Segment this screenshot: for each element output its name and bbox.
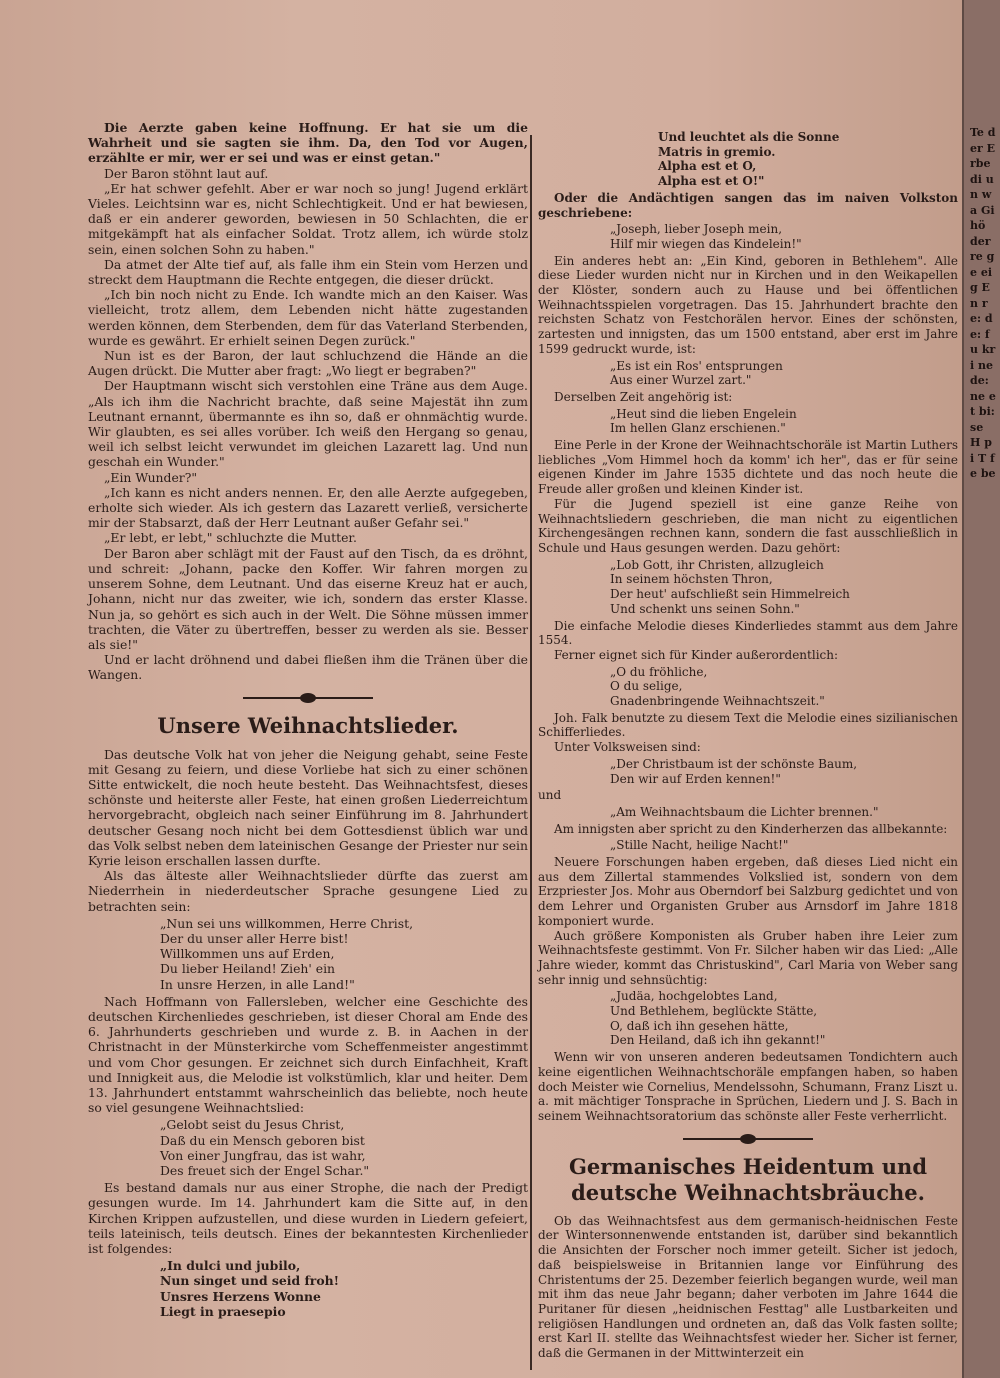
verse-block	[88, 1117, 528, 1178]
article-paragraph: Joh. Falk benutzte zu diesem Text die Melodie eines sizilianischen Schifferliedes.	[538, 710, 958, 740]
verse-block	[538, 359, 958, 388]
story-paragraph: Und er lacht dröhnend und dabei fließen ihm die Tränen über die Wangen.	[88, 652, 528, 683]
ornament-divider	[243, 693, 373, 703]
verse-line: Alpha est et O,	[658, 159, 757, 174]
verse-line: „Es ist ein Ros' entsprungen	[610, 358, 783, 373]
verse-line: „Gelobt seist du Jesus Christ,	[160, 1117, 345, 1133]
article-paragraph: Es bestand damals nur aus einer Strophe, die nach der Predigt gesungen wurde. Im 14. Jahrhundert kam die Sitte auf, in den Kirchen Krippen aufzustellen, und diese wurden in Liedern gefeiert, teils lateinisch, teils deutsch. Eines der bekanntesten Kirchenlieder ist folgendes:	[88, 1180, 528, 1257]
verse-block	[538, 558, 958, 617]
verse-line: Hilf mir wiegen das Kindelein!"	[610, 236, 802, 251]
column-rule	[530, 135, 532, 1370]
verse-line: Und schenkt uns seinen Sohn."	[610, 601, 800, 616]
adjacent-page-edge	[962, 0, 1000, 1378]
verse-line: Daß du ein Mensch geboren bist	[160, 1132, 365, 1148]
verse-line: Und Bethlehem, beglückte Stätte,	[610, 1004, 818, 1019]
verse-line: „Der Christbaum ist der schönste Baum,	[610, 756, 858, 771]
verse-line: O, daß ich ihn gesehen hätte,	[610, 1018, 789, 1033]
verse-block	[88, 1258, 528, 1319]
verse-line: „Stille Nacht, heilige Nacht!"	[610, 838, 789, 853]
verse-line: Unsres Herzens Wonne	[160, 1288, 321, 1304]
verse-block	[538, 222, 958, 251]
verse-block	[538, 989, 958, 1048]
verse-line: „In dulci und jubilo,	[160, 1258, 301, 1274]
verse-line: Liegt in praesepio	[160, 1303, 286, 1319]
verse-block	[88, 916, 528, 992]
verse-line: In unsre Herzen, in alle Land!"	[160, 976, 355, 992]
verse-line: „Heut sind die lieben Engelein	[610, 406, 797, 421]
story-paragraph: „Er hat schwer gefehlt. Aber er war noch so jung! Jugend erklärt Vieles. Leichtsinn war es, nicht Schlechtigkeit. Und er hat bewiesen, daß er ein anderer geworden, bewiesen in 50 Schlachten, die er mitgekämpft hat als einfacher Soldat. Trotz allem, ich würde stolz sein, einen solchen Sohn zu haben."	[88, 180, 528, 257]
article-heading: Germanisches Heidentum und deutsche Weihnachtsbräuche.	[568, 1153, 927, 1205]
verse-line: Willkommen uns auf Erden,	[160, 946, 335, 962]
verse-line: „Nun sei uns willkommen, Herre Christ,	[160, 915, 414, 931]
article-heading: Unsere Weihnachtslieder.	[157, 712, 459, 738]
article-paragraph: Ob das Weihnachtsfest aus dem germanisch-heidnischen Feste der Wintersonnenwende entstanden ist, darüber sind bekanntlich die Ansichten der Forscher noch immer geteilt. Sicher ist jedoch, daß beispielsweise in Britannien lange vor Einführung des Christentums der 25. Dezember feierlich begangen wurde, weil man mit ihm das neue Jahr begann; daher verboten im Jahre 1644 die Puritaner für diesen „heidnischen Festtag" alle Lustbarkeiten und religiösen Handlungen und ordneten an, daß das Volk fasten sollte; erst Karl II. stellte das Weihnachtsfest wieder her. Sicher ist ferner, daß die Germanen in der Mittwinterzeit ein	[538, 1213, 958, 1361]
verse-line: In seinem höchsten Thron,	[610, 572, 773, 587]
article-paragraph: Das deutsche Volk hat von jeher die Neigung gehabt, seine Feste mit Gesang zu feiern, und diese Vorliebe hat sich zu einer schönen Sitte entwickelt, die noch heute besteht. Das Weihnachtsfest, dieses schönste und heiterste aller Feste, hat einen großen Liederreichtum hervorgebracht, obgleich nach seiner Einführung im 8. Jahrhundert deutscher Gesang noch nicht bei dem Gottesdienst üblich war und das Volk selbst neben dem lateinischen Gesange der Priester nur sein Kyrie leison erschallen lassen durfte.	[88, 746, 528, 868]
verse-line: Alpha est et O!"	[658, 174, 765, 189]
article-paragraph: Ferner eignet sich für Kinder außerordentlich:	[554, 647, 839, 662]
verse-line: Von einer Jungfrau, das ist wahr,	[160, 1147, 366, 1163]
verse-line: Des freuet sich der Engel Schar."	[160, 1163, 370, 1178]
verse-line: Der heut' aufschließt sein Himmelreich	[610, 587, 850, 602]
verse-line: Du lieber Heiland! Zieh' ein	[160, 961, 336, 977]
article-paragraph: Auch größere Komponisten als Gruber haben ihre Leier zum Weihnachtsfeste gestimmt. Von Fr. Silcher haben wir das Lied: „Alle Jahre wieder, kommt das Christuskind", Carl Maria von Weber sang sehr innig und sehnsüchtig:	[538, 928, 958, 987]
adjacent-page-text: Te der Erbe di un wa Gi hö der re ge eig En re: de: fu kri ne de: ne et bi: se H pi T fe be	[970, 126, 996, 480]
verse-line: Gnadenbringende Weihnachtszeit."	[610, 694, 825, 709]
article-paragraph: Unter Volksweisen sind:	[554, 740, 701, 755]
connector-word: und	[538, 788, 562, 803]
article-paragraph: Oder die Andächtigen sangen das im naiven Volkston geschriebene:	[538, 190, 958, 220]
article-paragraph: Als das älteste aller Weihnachtslieder dürfte das zuerst am Niederrhein in niederdeutscher Sprache gesungene Lied zu betrachten sein:	[88, 868, 528, 914]
verse-block	[538, 130, 958, 189]
verse-line: „Judäa, hochgelobtes Land,	[610, 989, 778, 1004]
verse-line: Der du unser aller Herre bist!	[160, 930, 349, 946]
article-paragraph: Derselben Zeit angehörig ist:	[554, 389, 733, 404]
verse-line: Matris in gremio.	[658, 144, 776, 159]
verse-line: „Lob Gott, ihr Christen, allzugleich	[610, 557, 824, 572]
story-paragraph: „Ich kann es nicht anders nennen. Er, den alle Aerzte aufgegeben, erholte sich wieder. Als ich gestern das Lazarett verließ, versicherte mir der Stabsarzt, daß der Herr Leutnant außer Gefahr sei."	[88, 484, 528, 531]
verse-block	[538, 665, 958, 709]
verse-line: Den wir auf Erden kennen!"	[610, 771, 781, 786]
story-paragraph: Die Aerzte gaben keine Hoffnung. Er hat sie um die Wahrheit und sie sagten sie ihm. Da, den Tod vor Augen, erzählte er mir, wer er sei und was er einst getan."	[88, 120, 528, 166]
article-paragraph: Die einfache Melodie dieses Kinderliedes stammt aus dem Jahre 1554.	[538, 618, 958, 648]
article-paragraph: Am innigsten aber spricht zu den Kinderherzen das allbekannte:	[554, 821, 948, 836]
left-column	[88, 120, 528, 1321]
verse-line: Nun singet und seid froh!	[160, 1273, 340, 1289]
verse-line: Den Heiland, daß ich ihn gekannt!"	[610, 1033, 826, 1048]
verse-block	[538, 407, 958, 436]
verse-line: O du selige,	[610, 679, 683, 694]
verse-line: Im hellen Glanz erschienen."	[610, 421, 786, 436]
article-paragraph: Wenn wir von unseren anderen bedeutsamen Tondichtern auch keine eigentlichen Weihnachtschoräle empfangen haben, so haben doch Meister wie Cornelius, Mendelssohn, Schumann, Franz Liszt u. a. mit mächtiger Tonsprache in Sprüchen, Liedern und J. S. Bach in seinem Weihnachtsoratorium das schönste aller Feste verherrlicht.	[538, 1050, 958, 1123]
article-paragraph: Nach Hoffmann von Fallersleben, welcher eine Geschichte des deutschen Kirchenliedes geschrieben, ist dieser Choral am Ende des 6. Jahrhunderts geschrieben und wurde z. B. in Aachen in der Christnacht in der Münsterkirche vom Scheffenmeister angestimmt und vom Chor gesungen. Er zeichnet sich durch Einfachheit, Kraft und Innigkeit aus, die Melodie ist volkstümlich, klar und heiter. Dem 13. Jahrhundert entstammt wahrscheinlich das beliebte, noch heute so viel gesungene Weihnachtslied:	[88, 993, 528, 1116]
story-paragraph: Der Hauptmann wischt sich verstohlen eine Träne aus dem Auge. „Als ich ihm die Nachricht brachte, daß seine Majestät ihn zum Leutnant ernannt, übermannte es ihn so, daß er ohnmächtig wurde. Wir glaubten, es sei alles vorüber. Ich weiß den Hergang so genau, weil ich selbst leicht verwundet im gleichen Lazarett lag. Und nun geschah ein Wunder."	[88, 378, 528, 470]
verse-line: „O du fröhliche,	[610, 664, 708, 679]
article-paragraph: Für die Jugend speziell ist eine ganze Reihe von Weihnachtsliedern geschrieben, die man nicht zu eigentlichen Kirchengesängen rechnen kann, sondern die fast ausschließlich in Schule und Haus gesungen werden. Dazu gehört:	[538, 496, 958, 555]
story-paragraph: „Ein Wunder?"	[104, 469, 198, 485]
verse-block	[538, 838, 958, 853]
verse-line: „Joseph, lieber Joseph mein,	[610, 222, 783, 237]
article-paragraph: Ein anderes hebt an: „Ein Kind, geboren in Bethlehem". Alle diese Lieder wurden nicht nur in Kirchen und in den Weikapellen der Klöster, sondern auch zu Hause und bei öffentlichen Weihnachtsspielen vorgetragen. Das 15. Jahrhundert brachte den reichsten Schatz von Festchorälen hervor. Eines der schönsten, zartesten und innigsten, das um 1500 entstand, aber erst im Jahre 1599 gedruckt wurde, ist:	[538, 253, 958, 356]
ornament-divider	[683, 1134, 813, 1144]
verse-line: Aus einer Wurzel zart."	[610, 373, 752, 388]
story-paragraph: Der Baron aber schlägt mit der Faust auf den Tisch, da es dröhnt, und schreit: „Johann, packe den Koffer. Wir fahren morgen zu unserem Sohne, dem Leutnant. Und das eiserne Kreuz hat er auch, Johann, nicht nur das zweiter, wie ich, sondern das erster Klasse. Nun ja, so gehört es sich auch in der Welt. Die Söhne müssen immer trachten, die Väter zu übertreffen, besser zu werden als sie. Besser als sie!"	[88, 545, 528, 652]
verse-block	[538, 757, 958, 786]
verse-block	[538, 805, 958, 820]
verse-line: Und leuchtet als die Sonne	[658, 130, 840, 144]
verse-line: „Am Weihnachtsbaum die Lichter brennen."	[610, 804, 879, 819]
story-paragraph: Da atmet der Alte tief auf, als falle ihm ein Stein vom Herzen und streckt dem Hauptmann die Rechte entgegen, die dieser drückt.	[88, 256, 528, 288]
story-paragraph: Nun ist es der Baron, der laut schluchzend die Hände an die Augen drückt. Die Mutter aber fragt: „Wo liegt er begraben?"	[88, 348, 528, 379]
article-paragraph: Eine Perle in der Krone der Weihnachtschoräle ist Martin Luthers liebliches „Vom Himmel hoch da komm' ich her", das er für seine eigenen Kinder im Jahre 1535 dichtete und das noch heute die Freude aller großen und kleinen Kinder ist.	[538, 438, 958, 497]
right-column	[538, 128, 958, 1361]
article-paragraph: Neuere Forschungen haben ergeben, daß dieses Lied nicht ein aus dem Zillertal stammendes Volkslied ist, sondern von dem Erzpriester Jos. Mohr aus Oberndorf bei Salzburg gedichtet und von dem Lehrer und Organisten Gruber aus Arnsdorf im Jahre 1818 komponiert wurde.	[538, 855, 958, 928]
story-paragraph: „Ich bin noch nicht zu Ende. Ich wandte mich an den Kaiser. Was vielleicht, trotz allem, dem Lebenden nicht hätte zugestanden werden können, dem Sterbenden, dem für das Vaterland Sterbenden, wurde es gewährt. Er erhielt seinen Degen zurück."	[88, 287, 528, 348]
story-paragraph: „Er lebt, er lebt," schluchzte die Mutter.	[104, 530, 357, 546]
story-paragraph: Der Baron stöhnt laut auf.	[104, 165, 269, 181]
